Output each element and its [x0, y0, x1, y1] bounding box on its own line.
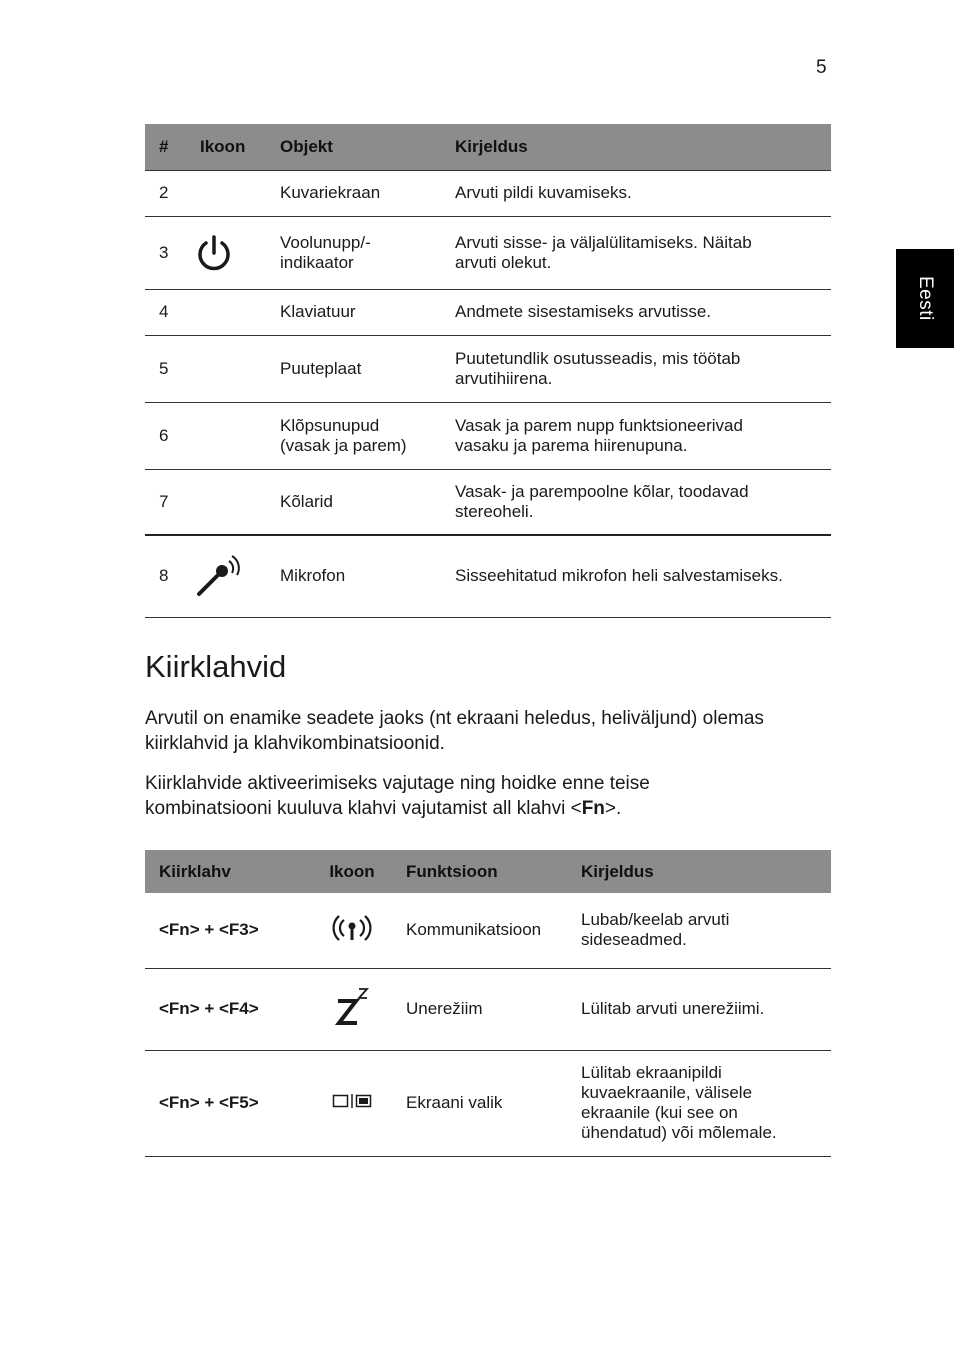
function-name: Kommunikatsioon	[392, 893, 567, 968]
row-icon	[186, 535, 266, 617]
row-number: 7	[145, 469, 186, 535]
row-icon	[186, 216, 266, 289]
sleep-icon	[334, 987, 370, 1027]
table-row	[145, 535, 831, 617]
components-table	[145, 124, 831, 618]
table-row	[145, 893, 831, 968]
microphone-icon	[194, 553, 266, 599]
header-hotkey: Kiirklahv	[145, 850, 312, 893]
row-object: Voolunupp/- indikaator	[266, 216, 441, 289]
row-description: Vasak ja parem nupp funktsioneerivad vasaku ja parema hiirenupuna.	[441, 402, 831, 469]
function-name: Unerežiim	[392, 968, 567, 1050]
table-row	[145, 402, 831, 469]
table-row	[145, 170, 831, 216]
paragraph-text: Kiirklahvide aktiveerimiseks vajutage ning hoidke enne teise kombinatsiooni kuuluva klahvi vajutamist all klahvi <	[145, 773, 650, 819]
hotkey-combo: <Fn> + <F4>	[145, 968, 312, 1050]
row-object: Mikrofon	[266, 535, 441, 617]
row-description: Lülitab ekraanipildi kuvaekraanile, välisele ekraanile (kui see on ühendatud) või mõlemale.	[567, 1050, 831, 1156]
row-object: Klaviatuur	[266, 289, 441, 335]
row-icon	[312, 1050, 392, 1156]
paragraph	[145, 771, 845, 821]
hotkey-combo: <Fn> + <F5>	[145, 1050, 312, 1156]
row-description: Arvuti pildi kuvamiseks.	[441, 170, 831, 216]
row-icon-empty	[186, 335, 266, 402]
header-icon: Ikoon	[312, 850, 392, 893]
hotkey-combo: <Fn> + <F3>	[145, 893, 312, 968]
row-description: Vasak- ja parempoolne kõlar, toodavad stereoheli.	[441, 469, 831, 535]
row-number: 2	[145, 170, 186, 216]
table-row	[145, 968, 831, 1050]
row-object: Kuvariekraan	[266, 170, 441, 216]
row-description: Arvuti sisse- ja väljalülitamiseks. Näitab arvuti olekut.	[441, 216, 831, 289]
paragraph-text-end: >.	[604, 798, 622, 819]
row-icon-empty	[186, 170, 266, 216]
hotkeys-table	[145, 850, 831, 1157]
row-icon-empty	[186, 469, 266, 535]
row-number: 6	[145, 402, 186, 469]
display-toggle-icon	[332, 1093, 372, 1109]
language-tab-label: Eesti	[915, 276, 936, 321]
header-icon: Ikoon	[186, 124, 266, 170]
row-icon	[312, 893, 392, 968]
section-title: Kiirklahvid	[145, 649, 287, 684]
row-description: Sisseehitatud mikrofon heli salvestamiseks.	[441, 535, 831, 617]
table-row	[145, 335, 831, 402]
function-name: Ekraani valik	[392, 1050, 567, 1156]
row-number: 3	[145, 216, 186, 289]
row-description: Lülitab arvuti unerežiimi.	[567, 968, 831, 1050]
page-number: 5	[816, 57, 827, 78]
hotkeys-table-header	[145, 850, 831, 893]
header-number: #	[145, 124, 186, 170]
row-description: Lubab/keelab arvuti sideseadmed.	[567, 893, 831, 968]
row-number: 8	[145, 535, 186, 617]
paragraph: Arvutil on enamike seadete jaoks (nt ekraani heledus, heliväljund) olemas kiirklahvid ja klahvikombinatsioonid.	[145, 708, 764, 754]
table-row	[145, 1050, 831, 1156]
row-description: Andmete sisestamiseks arvutisse.	[441, 289, 831, 335]
row-number: 4	[145, 289, 186, 335]
row-object: Kõlarid	[266, 469, 441, 535]
header-description: Kirjeldus	[441, 124, 831, 170]
row-number: 5	[145, 335, 186, 402]
row-description: Puutetundlik osutusseadis, mis töötab arvutihiirena.	[441, 335, 831, 402]
row-icon	[312, 968, 392, 1050]
table-row	[145, 289, 831, 335]
header-description: Kirjeldus	[567, 850, 831, 893]
row-object: Klõpsunupud (vasak ja parem)	[266, 402, 441, 469]
table-row	[145, 469, 831, 535]
header-object: Objekt	[266, 124, 441, 170]
header-function: Funktsioon	[392, 850, 567, 893]
fn-key-label: Fn	[581, 798, 605, 819]
components-table-header	[145, 124, 831, 170]
row-object: Puuteplaat	[266, 335, 441, 402]
table-row	[145, 216, 831, 289]
row-icon-empty	[186, 402, 266, 469]
language-tab	[896, 249, 954, 348]
row-icon-empty	[186, 289, 266, 335]
power-icon	[194, 233, 266, 273]
wireless-icon	[332, 913, 372, 943]
